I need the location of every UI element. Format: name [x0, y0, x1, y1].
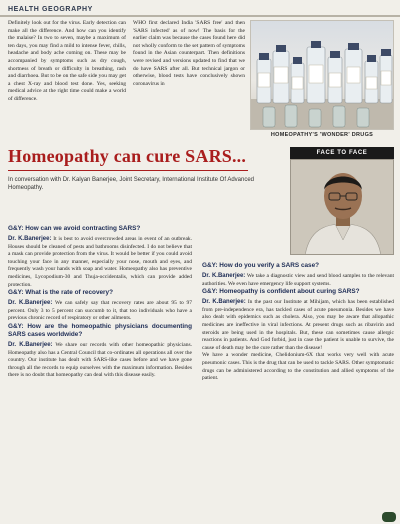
bottles-illustration	[251, 21, 394, 130]
top-middle-column	[133, 20, 245, 88]
question: G&Y: How are the homeopathic physicians documenting SARS cases worldwide?	[8, 322, 192, 338]
answer	[8, 236, 192, 289]
answer-speaker: Dr. K.Banerjee:	[202, 299, 246, 306]
answer-text: It is best to avoid overcrowded areas in event of an outbreak. Houses should be cleaned of pests and bathrooms disinfected. I do not believe that a mask can provide protection from the virus. It would be better if you could avoid touching your face in any manner, especially your nose, mouth and eyes, and frequently wash your hands with soap and water. Homeopathy also has preventive medicines, Lycopodium-30 and Thuja-occidentalis, which can provide added protection.	[8, 236, 193, 288]
answer-text: We take a diagnostic view and send blood samples to the relevant authorities. We even have emergency life support systems.	[202, 273, 394, 287]
answer-speaker: Dr. K.Banerjee:	[8, 236, 52, 242]
left-qa-column	[8, 225, 192, 380]
doctor-portrait-photo	[290, 159, 394, 255]
answer	[202, 273, 394, 288]
answer-speaker: Dr. K.Banerjee:	[8, 300, 53, 307]
top-rule	[0, 15, 400, 17]
question: G&Y: Homeopathy is confident about curing SARS?	[202, 288, 360, 296]
question: G&Y: How do you verify a SARS case?	[202, 262, 320, 269]
answer	[8, 300, 192, 323]
question: G&Y: How can we avoid contracting SARS?	[8, 225, 141, 232]
answer-text: We can safely say that recovery rates are about 95 to 97 percent. Only 3 to 5 percent can succumb to it, that too individuals who have a previous chronic record of respiratory or other ailments.	[8, 300, 192, 322]
answer	[8, 342, 192, 380]
answer-text: We have a wonder medicine, Chelidonium-6X that works very well with acute pneumonic cases. This is the drug that can be used to tackle SARS. Other symptomatic drugs can be administered according to the constitution and allied symptoms of the patient.	[202, 352, 394, 382]
page-number-badge	[382, 512, 396, 522]
top-left-column	[8, 20, 126, 104]
answer-text: We share our records with other homeopathic physicians. Homeopathy also has a Central Council that co-ordinates all operations all over the country. Our institute has dealt with SARS-like cases before and we have gone through all the records to equip ourselves with the maximum information. Besides there is no doubt that homeopathy can deal with this disease easily.	[8, 341, 192, 379]
top-middle-text: WHO first declared India 'SARS free' and then 'SARS infected' as of now! The basis for the earlier claim was because the cases found here did not wholly conform to the set pattern of symptoms found in the Asian counterpart. Then definitions were revised and versions updated to find that we do have SARS after all. But technical jargon or otherwise, blood tests have conclusively shown coronavirus in	[133, 20, 245, 87]
right-qa-column	[202, 262, 394, 383]
photo-caption: HOMEOPATHY'S 'WONDER' DRUGS	[270, 132, 374, 138]
portrait-illustration	[291, 160, 394, 255]
answer	[202, 299, 394, 352]
headline-rule	[8, 170, 248, 171]
answer-speaker: Dr. K.Banerjee:	[202, 273, 246, 279]
article-headline: Homeopathy can cure SARS...	[8, 146, 247, 166]
question: G&Y: What is the rate of recovery?	[8, 289, 113, 297]
face-to-face-label: FACE TO FACE	[290, 147, 394, 159]
top-left-text: Definitely look out for the virus. Early detection can make all the difference. And how can you identify the malaise? In two to seven, maybe a maximum of ten days, you may find a mild to intense fever, chills, headache and body ache coming on. These may be accompanied by symptoms such as dry cough, shortness of breath or difficulty in breathing, rash and diarrhoea. But to be on the safe side you may get a chest X-ray and blood test done. Yes, seeking medical advice at the right time could make a world of difference.	[8, 20, 126, 102]
article-intro: In conversation with Dr. Kalyan Banerjee, Joint Secretary, International Institute Of Advanced Homeopathy.	[8, 177, 255, 191]
section-header: HEALTH GEOGRAPHY	[8, 6, 93, 13]
answer	[202, 352, 394, 382]
medicine-bottles-photo	[250, 20, 394, 130]
answer-speaker: Dr. K.Banerjee:	[8, 341, 53, 348]
answer-text: In the past our Institute at Mihijam, which has been established from pre-independence era, has tackled cases of acute pneumonia. Besides we have also dealt with epidemics such as cholera. Also, you may be aware that allopathic medicines are ineffective in viral infections. At present drugs such as ribavirin and steroids are being used in the hospitals. But, these can sometimes cause allergic reactions in patients. And God forbid, just in case the patient is unable to survive, the cause of death may be the cure rather than the disease!	[202, 299, 394, 351]
